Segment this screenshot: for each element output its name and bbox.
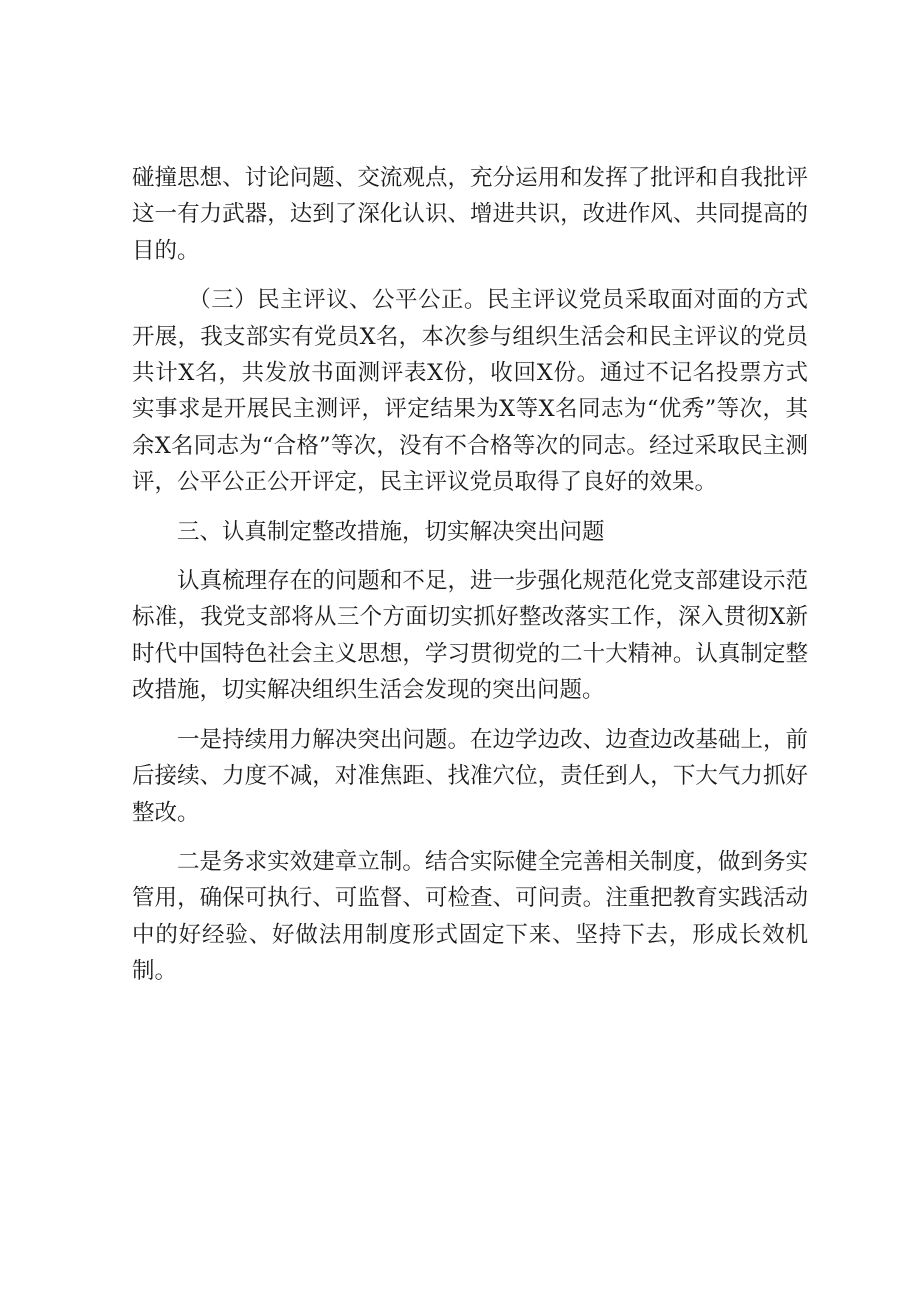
paragraph-continuation: 碰撞思想、讨论问题、交流观点，充分运用和发挥了批评和自我批评这一有力武器，达到了深化认识、增进共识，改进作风、共同提高的目的。 xyxy=(132,165,808,264)
paragraph-point-two: 二是务求实效建章立制。结合实际健全完善相关制度，做到务实管用，确保可执行、可监督、可检查、可问责。注重把教育实践活动中的好经验、好做法用制度形式固定下来、坚持下去，形成长效机制。 xyxy=(132,848,808,985)
paragraph-rectification-intro: 认真梳理存在的问题和不足，进一步强化规范化党支部建设示范标准，我党支部将从三个方面切实抓好整改落实工作，深入贯彻X新时代中国特色社会主义思想，学习贯彻党的二十大精神。认真制定整改措施，切实解决组织生活会发现的突出问题。 xyxy=(132,568,808,704)
section-heading-rectification: 三、认真制定整改措施，切实解决突出问题 xyxy=(177,518,605,545)
paragraph-point-one: 一是持续用力解决突出问题。在边学边改、边查边改基础上，前后接续、力度不减，对准焦距、找准穴位，责任到人，下大气力抓好整改。 xyxy=(132,726,808,826)
paragraph-democratic-evaluation: （三）民主评议、公平公正。民主评议党员采取面对面的方式开展，我支部实有党员X名，本次参与组织生活会和民主评议的党员共计X名，共发放书面测评表X份，收回X份。通过不记名投票方式实事求是开展民主测评，评定结果为X等X名同志为“优秀”等次，其余X名同志为“合格”等次，没有不合格等次的同志。经过采取民主测评，公平公正公开评定，民主评议党员取得了良好的效果。 xyxy=(132,287,808,496)
